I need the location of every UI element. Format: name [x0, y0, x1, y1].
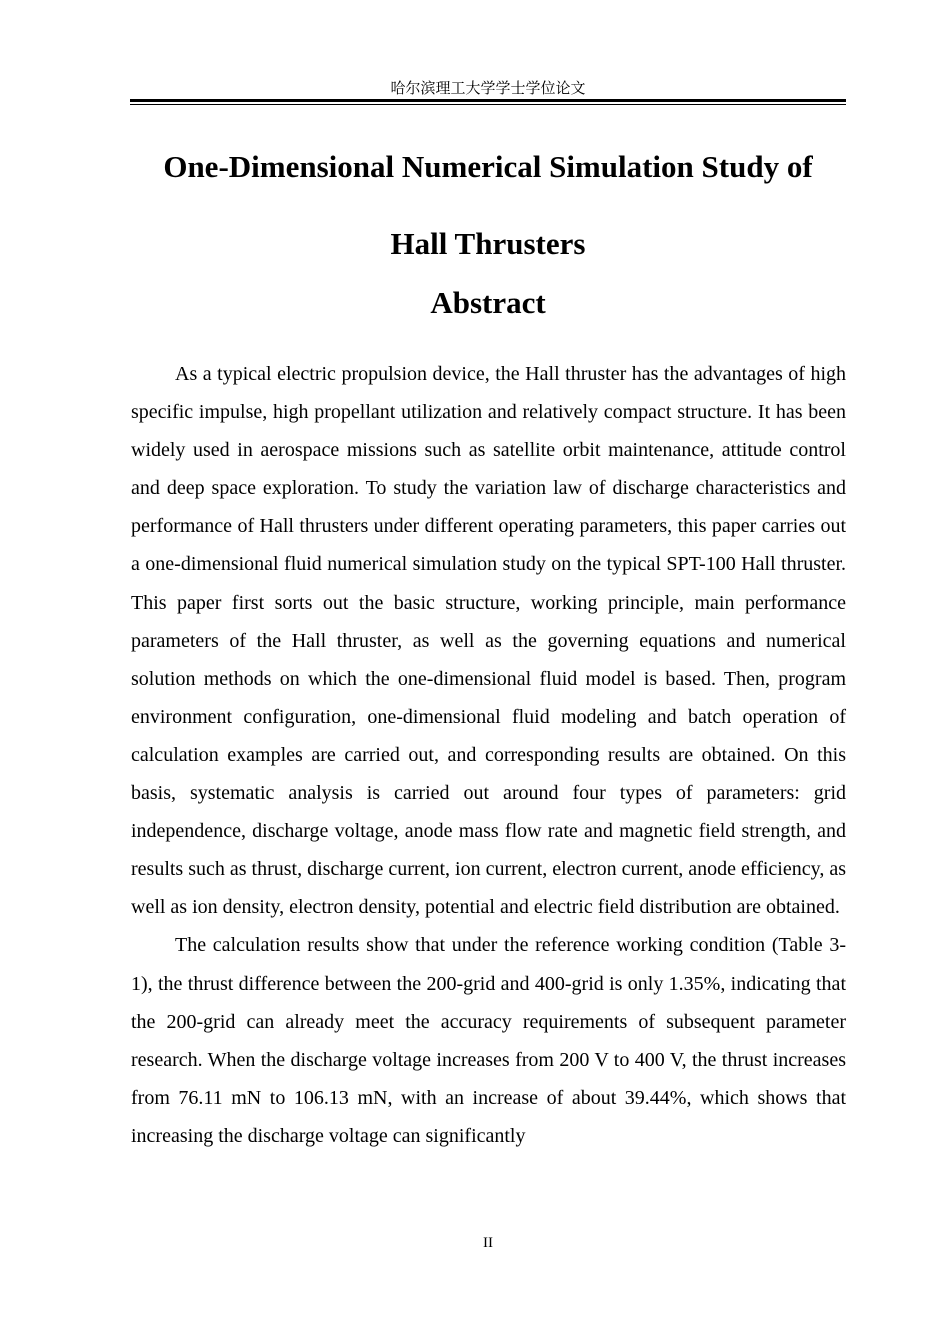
paper-title-line-1: One-Dimensional Numerical Simulation Study of [163, 149, 813, 184]
header-rule-thick [130, 99, 846, 102]
header-rule-thin [130, 104, 846, 105]
page-number: II [483, 1235, 493, 1251]
paper-title-line-2: Hall Thrusters [390, 226, 586, 261]
abstract-paragraph: As a typical electric propulsion device, the Hall thruster has the advantages of high specific impulse, high propellant utilization and relatively compact structure. It has been widely used in aerospace missions such as satellite orbit maintenance, attitude control and deep space exploration. To study the variation law of discharge characteristics and performance of Hall thrusters under different operating parameters, this paper carries out a one-dimensional fluid numerical simulation study on the typical SPT-100 Hall thruster. This paper first sorts out the basic structure, working principle, main performance parameters of the Hall thruster, as well as the governing equations and numerical solution methods on which the one-dimensional fluid model is based. Then, program environment configuration, one-dimensional fluid modeling and batch operation of calculation examples are carried out, and corresponding results are obtained. On this basis, systematic analysis is carried out around four types of parameters: grid independence, discharge voltage, anode mass flow rate and magnetic field strength, and results such as thrust, discharge current, ion current, electron current, anode efficiency, as well as ion density, electron density, potential and electric field distribution are obtained. [131, 363, 846, 919]
running-header: 哈尔滨理工大学学士学位论文 [390, 79, 586, 97]
abstract-heading: Abstract [430, 285, 546, 320]
paper-title [100, 128, 876, 282]
abstract-paragraph: The calculation results show that under the reference working condition (Table 3-1), the thrust difference between the 200-grid and 400-grid is only 1.35%, indicating that the 200-grid can already meet the accuracy requirements of subsequent parameter research. When the discharge voltage increases from 200 V to 400 V, the thrust increases from 76.11 mN to 106.13 mN, with an increase of about 39.44%, which shows that increasing the discharge voltage can significantly [131, 934, 846, 1147]
abstract-body [131, 355, 846, 1155]
